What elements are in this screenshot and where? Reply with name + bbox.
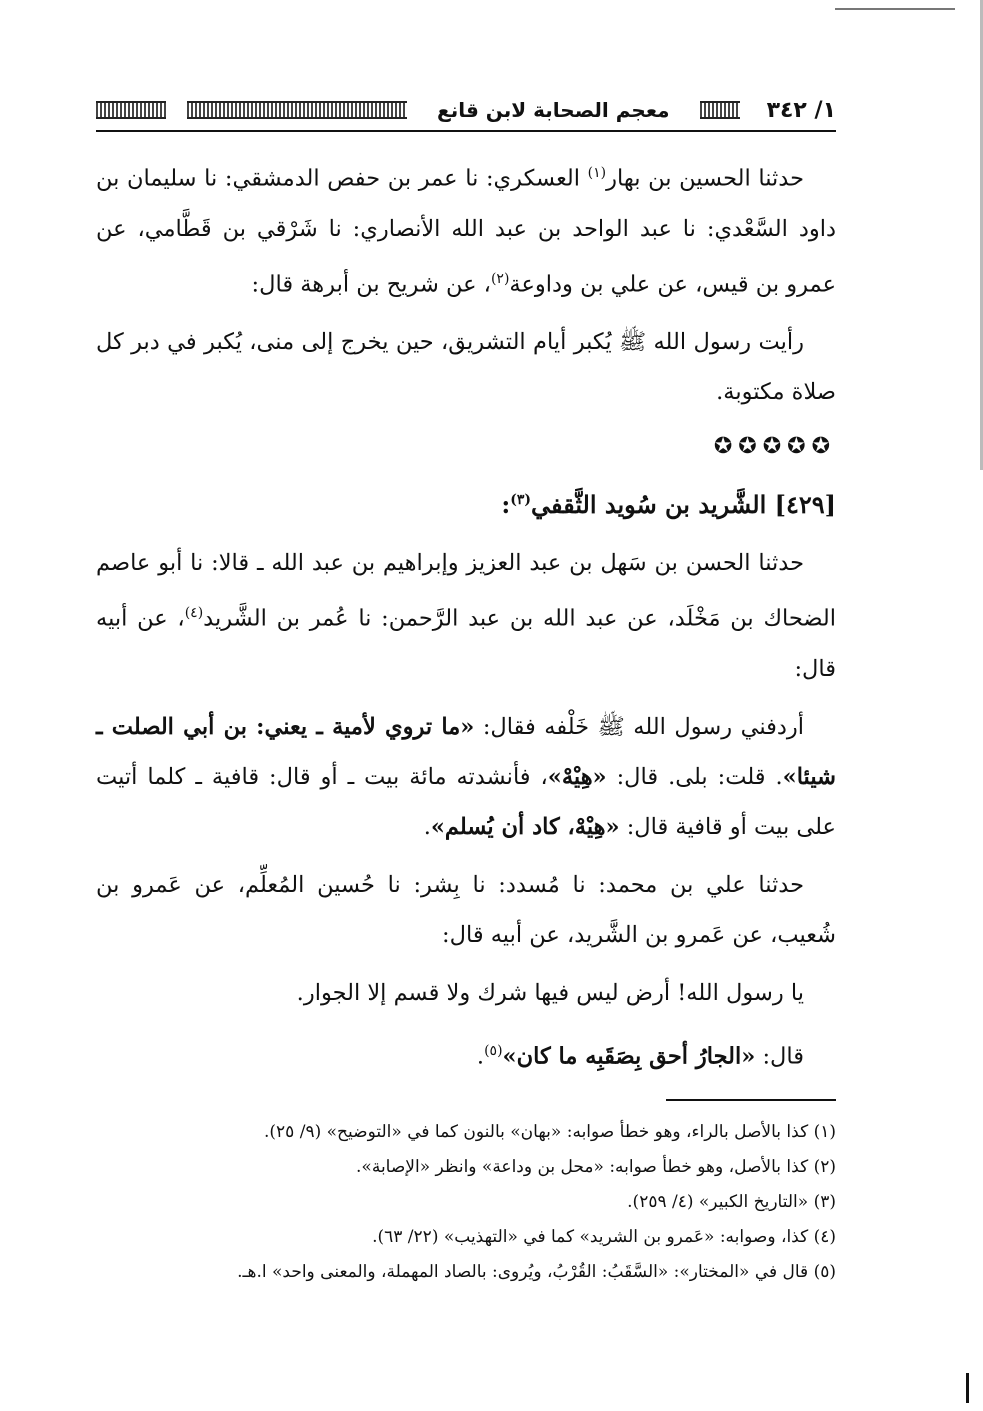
footnote-ref-3: (٣): [510, 492, 532, 508]
text-run: أردفني رسول الله ﷺ خَلْفه فقال:: [474, 713, 805, 740]
paragraph-matn-4: [96, 1026, 836, 1082]
text-run: حدثنا الحسن بن سَهل بن عبد العزيز وإبراهيم بن عبد الله ـ قالا: نا أبو عاصم الضحاك بن مَخْلَد، عن عبد الله بن عبد الرَّحمن: نا عُمر بن الشَّريد: [96, 550, 836, 632]
text-run: العسكري: نا عمر بن حفص الدمشقي: نا سليمان بن داود السَّعْدي: نا عبد الواحد بن عبد الله الأنصاري: نا شَرْقي بن قَطَّامي، عن عمرو بن قيس، عن علي بن وداوعة: [96, 165, 836, 297]
footnote-4: (٤) كذا، وصوابه: «عَمرو بن الشريد» كما في «التهذيب» (٢٢/ ٦٣).: [372, 1227, 836, 1247]
text-run: حدثنا الحسين بن بهار: [606, 165, 804, 192]
footnote-1: (١) كذا بالأصل بالراء، وهو خطأ صوابه: «بهان» بالنون كما في «التوضيح» (٩/ ٢٥).: [264, 1122, 836, 1142]
paragraph-matn-3: يا رسول الله! أرض ليس فيها شرك ولا قسم إلا الجوار.: [296, 979, 804, 1006]
book-page: [96, 90, 836, 1390]
entry-title-text: [٤٢٩] الشَّريد بن سُويد الثَّقفي: [531, 490, 836, 519]
text-run: :: [501, 490, 511, 519]
footnote-ref-4: (٤): [184, 605, 204, 621]
running-header: [96, 90, 836, 132]
footnote-ref-5: (٥): [484, 1042, 503, 1059]
footnote-3: (٣) «التاريخ الكبير» (٤/ ٢٥٩).: [627, 1192, 836, 1212]
page-number: ١/ ٣٤٢: [766, 97, 836, 123]
book-title: معجم الصحابة لابن قانع: [437, 98, 670, 122]
paragraph-matn-1: رأيت رسول الله ﷺ يُكبر أيام التشريق، حين يخرج إلى منى، يُكبر في دبر كل صلاة مكتوبة.: [96, 329, 836, 405]
page-body: [96, 148, 836, 1290]
entry-heading: [96, 475, 836, 530]
hadith-quote: «الجارُ أحق بِصَقَبِه ما كان»: [502, 1043, 756, 1069]
section-separator: ✪✪✪✪✪: [713, 434, 836, 459]
hadith-quote: «ما تروي لأمية ـ يعني: بن أبي الصلت ـ شيئا»: [96, 713, 836, 790]
header-ornament-middle: [187, 101, 407, 119]
footnote-ref-1: (١): [587, 165, 607, 181]
paragraph-matn-2: [96, 702, 836, 852]
footnote-ref-2: (٢): [490, 270, 510, 287]
text-run: ، فأنشدته مائة بيت ـ أو قال: قافية ـ كلما أتيت على بيت أو قافية قال:: [96, 763, 836, 840]
top-edge-rule: [835, 8, 955, 10]
paragraph-isnad-3: حدثنا علي بن محمد: نا مُسدد: نا بِشر: نا حُسين المُعلِّم، عن عَمرو بن شُعيب، عن عَمرو بن الشَّريد، عن أبيه قال:: [96, 871, 836, 948]
footnote-5: (٥) قال في «المختار»: «السَّقَبُ: القُرْبُ، ويُروى: بالصاد المهملة، والمعنى واحد» ا.هـ.: [237, 1262, 836, 1282]
hadith-quote: «هِيْهْ، كاد أن يُسلم»: [430, 813, 620, 840]
paragraph-isnad-2: [96, 538, 836, 694]
paragraph-isnad-1: [96, 148, 836, 309]
footnote-divider: [666, 1099, 836, 1101]
text-run: قال:: [755, 1043, 804, 1069]
text-run: .: [423, 813, 431, 840]
header-ornament-left: [96, 101, 166, 119]
footnote-2: (٢) كذا بالأصل، وهو خطأ صوابه: «محل بن وداعة» وانظر «الإصابة».: [356, 1157, 836, 1177]
text-run: .: [476, 1043, 485, 1069]
header-ornament-right: [700, 101, 740, 119]
hadith-quote: «هِيْهْ»: [547, 763, 607, 790]
page-edge-mark: [966, 1373, 969, 1403]
text-run: ، عن أبيه قال:: [96, 605, 836, 682]
text-run: ، عن شريح بن أبرهة قال:: [251, 271, 491, 297]
footnotes: [96, 1115, 836, 1290]
text-run: . قلت: بلى. قال:: [606, 763, 783, 790]
